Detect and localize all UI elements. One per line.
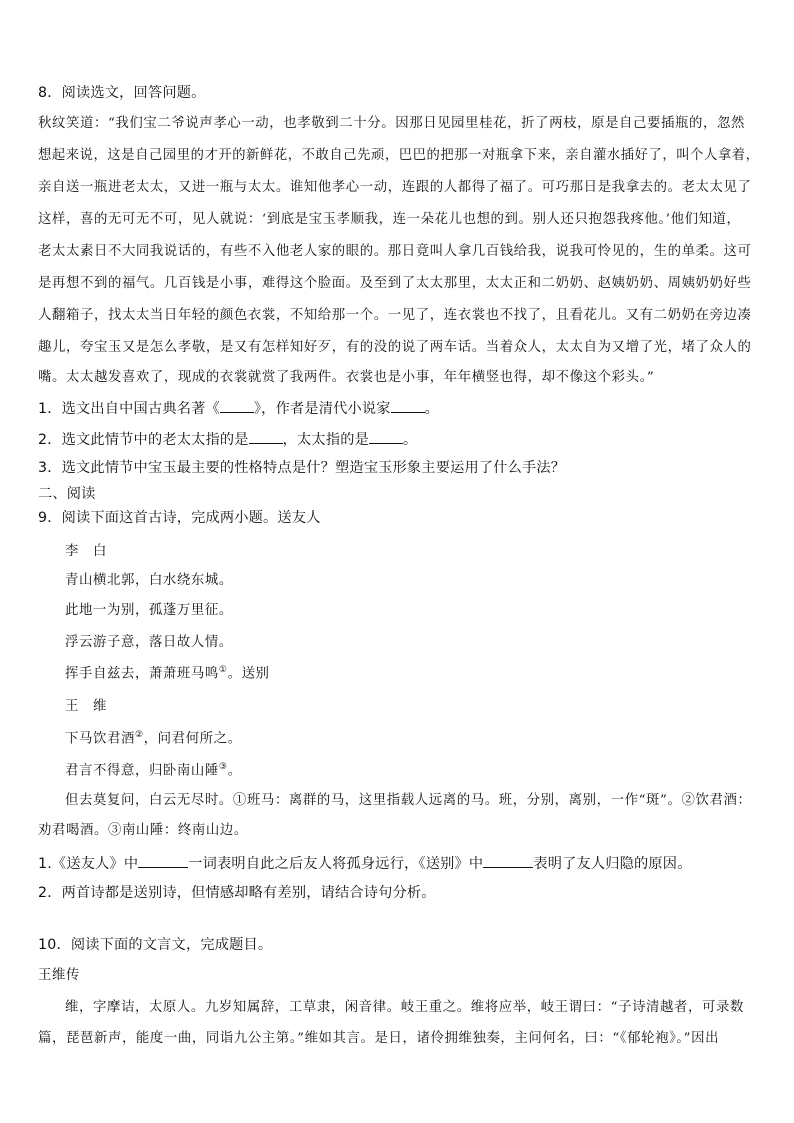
poem-text: 下马饮君酒 bbox=[65, 731, 135, 747]
q8-item-2-text-c: 。 bbox=[402, 432, 418, 448]
poem2-line bbox=[65, 763, 242, 778]
answer-blank[interactable] bbox=[249, 431, 283, 444]
q9-item-2: 2．两首诗都是送别诗，但情感却略有差别，请结合诗句分析。 bbox=[38, 885, 436, 901]
q8-item-1-text-a: 1．选文出自中国古典名著《 bbox=[38, 401, 220, 417]
q10-title: 10．阅读下面的文言文，完成题目。 bbox=[38, 937, 273, 953]
answer-blank[interactable] bbox=[391, 400, 425, 413]
q8-passage-line: 亲自送一瓶进老太太，又进一瓶与太太。谁知他孝心一动，连跟的人都得了福了。可巧那日是我拿去的。老太太见了 bbox=[38, 180, 752, 195]
q8-passage-line: 趣儿，夸宝玉又是怎么孝敬，是又有怎样知好歹，有的没的说了两车话。当着众人，太太自为又增了光，堵了众人的 bbox=[38, 340, 752, 355]
annotation-line: 但去莫复问，白云无尽时。①班马：离群的马，这里指载人远离的马。班，分别，离别，一作“斑”。②饮君酒： bbox=[65, 793, 752, 808]
poem-text: 。 bbox=[227, 763, 242, 779]
q9-item-1-text-b: 一词表明自此之后友人将孤身远行，《送别》中 bbox=[188, 856, 484, 872]
poem1-line: 此地一为别，孤蓬万里征。 bbox=[65, 603, 233, 618]
q9-item-1-text-c: 表明了友人归隐的原因。 bbox=[533, 856, 692, 872]
answer-blank[interactable] bbox=[369, 431, 403, 444]
q8-item-1 bbox=[38, 400, 439, 416]
q8-passage-line: 这样，喜的无可无不可，见人就说：‘到底是宝玉孝顺我，连一朵花儿也想的到。别人还只抱怨我疼他。’他们知道， bbox=[38, 212, 741, 227]
q8-item-3: 3．选文此情节中宝玉最主要的性格特点是什？塑造宝玉形象主要运用了什么手法？ bbox=[38, 460, 566, 476]
q8-title: 8．阅读选文，回答问题。 bbox=[38, 85, 206, 101]
q9-title: 9．阅读下面这首古诗，完成两小题。送友人 bbox=[38, 510, 321, 526]
footnote-marker: ① bbox=[218, 665, 228, 675]
poem1-author: 李 白 bbox=[65, 544, 107, 559]
q10-passage-line: 维，字摩诘，太原人。九岁知属辞，工草隶，闲音律。岐王重之。维将应举，岐王谓曰：“子诗清越者，可录数 bbox=[65, 1000, 744, 1015]
q8-item-2-text-a: 2．选文此情节中的老太太指的是 bbox=[38, 432, 249, 448]
poem1-line-last bbox=[65, 666, 270, 681]
poem2-author: 王 维 bbox=[65, 699, 107, 714]
q8-passage-line: 是再想不到的福气。几百钱是小事，难得这个脸面。及至到了太太那里，太太正和二奶奶、赵姨奶奶、周姨奶奶好些 bbox=[38, 276, 752, 291]
q8-item-2 bbox=[38, 431, 417, 447]
q8-passage-line: 秋纹笑道：“我们宝二爷说声孝心一动，也孝敬到二十分。因那日见园里桂花，折了两枝，原是自己要插瓶的，忽然 bbox=[38, 116, 745, 131]
poem-text: 君言不得意，归卧南山陲 bbox=[65, 763, 219, 779]
q10-subtitle: 王维传 bbox=[38, 968, 80, 983]
footnote-marker: ② bbox=[134, 730, 144, 740]
q10-passage-line: 篇，琵琶新声，能度一曲，同诣九公主第。”维如其言。是日，诸伶拥维独奏，主问何名，曰：“《郁轮袍》。”因出 bbox=[38, 1031, 720, 1046]
poem-text: ，问君何所之。 bbox=[143, 731, 242, 747]
answer-blank[interactable] bbox=[138, 855, 188, 868]
q8-passage-line: 人翻箱子，找太太当日年轻的颜色衣裳，不知给那一个。一见了，连衣裳也不找了，且看花儿。又有二奶奶在旁边凑 bbox=[38, 308, 752, 323]
annotation-line: 劝君喝酒。③南山陲：终南山边。 bbox=[38, 823, 248, 838]
poem1-line: 青山横北郭，白水绕东城。 bbox=[65, 573, 233, 588]
poem1-line: 浮云游子意，落日故人情。 bbox=[65, 635, 233, 650]
q8-passage-line: 嘴。太太越发喜欢了，现成的衣裳就赏了我两件。衣裳也是小事，年年横竖也得，却不像这个彩头。” bbox=[38, 370, 655, 385]
footnote-marker: ③ bbox=[218, 762, 228, 772]
q8-item-2-text-b: ，太太指的是 bbox=[282, 432, 369, 448]
poem-text: 挥手自兹去，萧萧班马鸣 bbox=[65, 666, 219, 682]
q9-item-1 bbox=[38, 855, 692, 871]
q8-item-1-text-b: 》，作者是清代小说家 bbox=[253, 401, 391, 417]
answer-blank[interactable] bbox=[220, 400, 254, 413]
q8-passage-line: 老太太素日不大同我说话的，有些不入他老人家的眼的。那日竟叫人拿几百钱给我，说我可怜见的，生的单柔。这可 bbox=[38, 244, 752, 259]
poem-text: 。送别 bbox=[227, 666, 270, 682]
q9-item-1-text-a: 1.《送友人》中 bbox=[38, 856, 139, 872]
section-title: 二、阅读 bbox=[38, 486, 96, 502]
q8-item-1-text-c: 。 bbox=[424, 401, 440, 417]
q8-passage-line: 想起来说，这是自己园里的才开的新鲜花，不敢自己先顽，巴巴的把那一对瓶拿下来，亲自灌水插好了，叫个人拿着， bbox=[38, 148, 760, 163]
poem2-line bbox=[65, 731, 242, 746]
answer-blank[interactable] bbox=[483, 855, 533, 868]
